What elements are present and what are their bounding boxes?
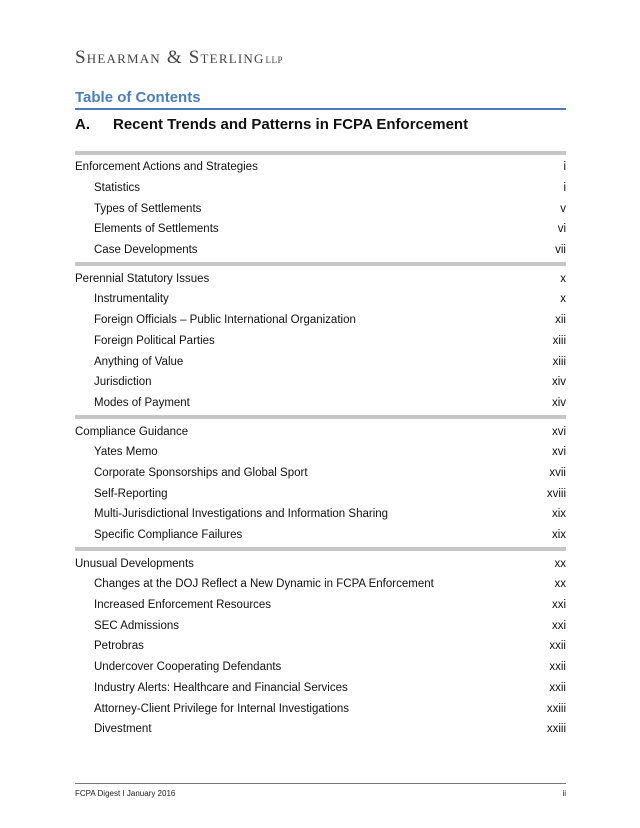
toc-entry[interactable] [75,331,566,352]
section-title: Recent Trends and Patterns in FCPA Enforcement [113,116,469,133]
toc-entry-title: Corporate Sponsorships and Global Sport [94,466,308,479]
toc-entry-title: Modes of Payment [94,396,190,409]
toc-entry-page: xx [554,578,566,591]
toc-entry-page: xvii [549,466,566,479]
toc-entry-title: Jurisdiction [94,376,152,389]
toc-entry-title: Foreign Political Parties [94,334,215,347]
toc-entry[interactable] [75,678,566,699]
toc-entry-title: Statistics [94,182,141,195]
toc-entry[interactable] [75,463,566,484]
page-footer [75,783,566,798]
toc-group [75,415,566,545]
toc-group-heading[interactable] [75,421,566,442]
toc-entry-title: Elements of Settlements [94,223,219,236]
toc-entry-page: xvi [551,446,566,459]
toc-entry-page: xxi [551,619,566,632]
toc-entry[interactable] [75,393,566,414]
toc-entry-title: Increased Enforcement Resources [94,599,272,612]
toc-entry-page: x [560,272,566,285]
toc-entry-page: xxii [549,681,566,694]
section-letter: A. [75,116,90,133]
toc-entry-page: xxiii [546,723,566,736]
footer-page-number: ii [562,789,566,798]
toc-entry-page: vi [557,223,566,236]
toc-entry[interactable] [75,595,566,616]
toc-entry-title: Yates Memo [94,446,158,459]
toc-entry[interactable] [75,483,566,504]
toc-entry[interactable] [75,657,566,678]
toc-entry-page: xix [551,529,566,542]
toc-entry-title: Self-Reporting [94,487,168,500]
toc-entry-page: xviii [546,487,566,500]
toc-entry-page: i [563,161,566,174]
toc-entry[interactable] [75,636,566,657]
toc-entry-page: xix [551,508,566,521]
toc-entry-title: Types of Settlements [94,202,202,215]
logo-text: Shearman & Sterling [75,47,265,68]
toc-entry-title: Specific Compliance Failures [94,529,243,542]
toc-entry[interactable] [75,372,566,393]
toc-entry-page: xxii [549,640,566,653]
toc-entry-page: xiii [552,334,566,347]
toc-entry-title: Attorney-Client Privilege for Internal Investigations [94,702,350,715]
toc-group [75,547,566,739]
toc-entry-title: Enforcement Actions and Strategies [75,161,258,174]
toc-entry-page: i [563,182,566,195]
toc-entry[interactable] [75,719,566,740]
toc-entry-title: Changes at the DOJ Reflect a New Dynamic in FCPA Enforcement [94,578,434,591]
toc-group-heading[interactable] [75,553,566,574]
toc-entry-title: Foreign Officials – Public International Organization [94,314,356,327]
toc-entry[interactable] [75,442,566,463]
toc-entry-page: xiv [551,376,566,389]
toc-entry[interactable] [75,240,566,261]
toc-entry-page: xxii [549,661,566,674]
toc-entry[interactable] [75,698,566,719]
section-heading [75,116,566,133]
toc-entry-title: Perennial Statutory Issues [75,272,210,285]
toc-entry-title: Instrumentality [94,293,169,306]
toc-entry[interactable] [75,574,566,595]
toc-entry-page: xxi [551,599,566,612]
toc-entry-title: Compliance Guidance [75,425,189,438]
toc-entry-title: Petrobras [94,640,144,653]
toc-entry[interactable] [75,178,566,199]
toc-entry-title: Industry Alerts: Healthcare and Financial Services [94,681,348,694]
toc-list [75,151,566,742]
toc-entry-page: xiii [552,355,566,368]
toc-entry-page: xvi [551,425,566,438]
toc-entry[interactable] [75,351,566,372]
toc-entry-page: xii [555,314,566,327]
toc-entry-title: Unusual Developments [75,557,194,570]
toc-group-heading[interactable] [75,268,566,289]
toc-entry-title: Divestment [94,723,152,736]
firm-logo [75,47,283,69]
toc-group [75,151,566,260]
toc-entry[interactable] [75,615,566,636]
toc-entry[interactable] [75,525,566,546]
toc-entry-title: Undercover Cooperating Defendants [94,661,282,674]
toc-entry-page: v [560,202,566,215]
toc-entry-title: Anything of Value [94,355,184,368]
logo-suffix: LLP [265,55,284,65]
toc-title: Table of Contents [75,89,566,110]
toc-entry-page: vii [555,244,566,257]
toc-entry-page: xxiii [546,702,566,715]
toc-entry-title: Case Developments [94,244,198,257]
toc-entry[interactable] [75,289,566,310]
toc-entry[interactable] [75,504,566,525]
toc-entry[interactable] [75,198,566,219]
toc-entry-title: Multi-Jurisdictional Investigations and Information Sharing [94,508,389,521]
toc-entry-page: xx [554,557,566,570]
toc-group [75,262,566,413]
toc-entry-page: xiv [551,396,566,409]
toc-entry-title: SEC Admissions [94,619,180,632]
toc-group-heading[interactable] [75,157,566,178]
toc-entry[interactable] [75,310,566,331]
footer-publication: FCPA Digest I January 2016 [75,789,176,798]
toc-entry-page: x [560,293,566,306]
toc-entry[interactable] [75,219,566,240]
